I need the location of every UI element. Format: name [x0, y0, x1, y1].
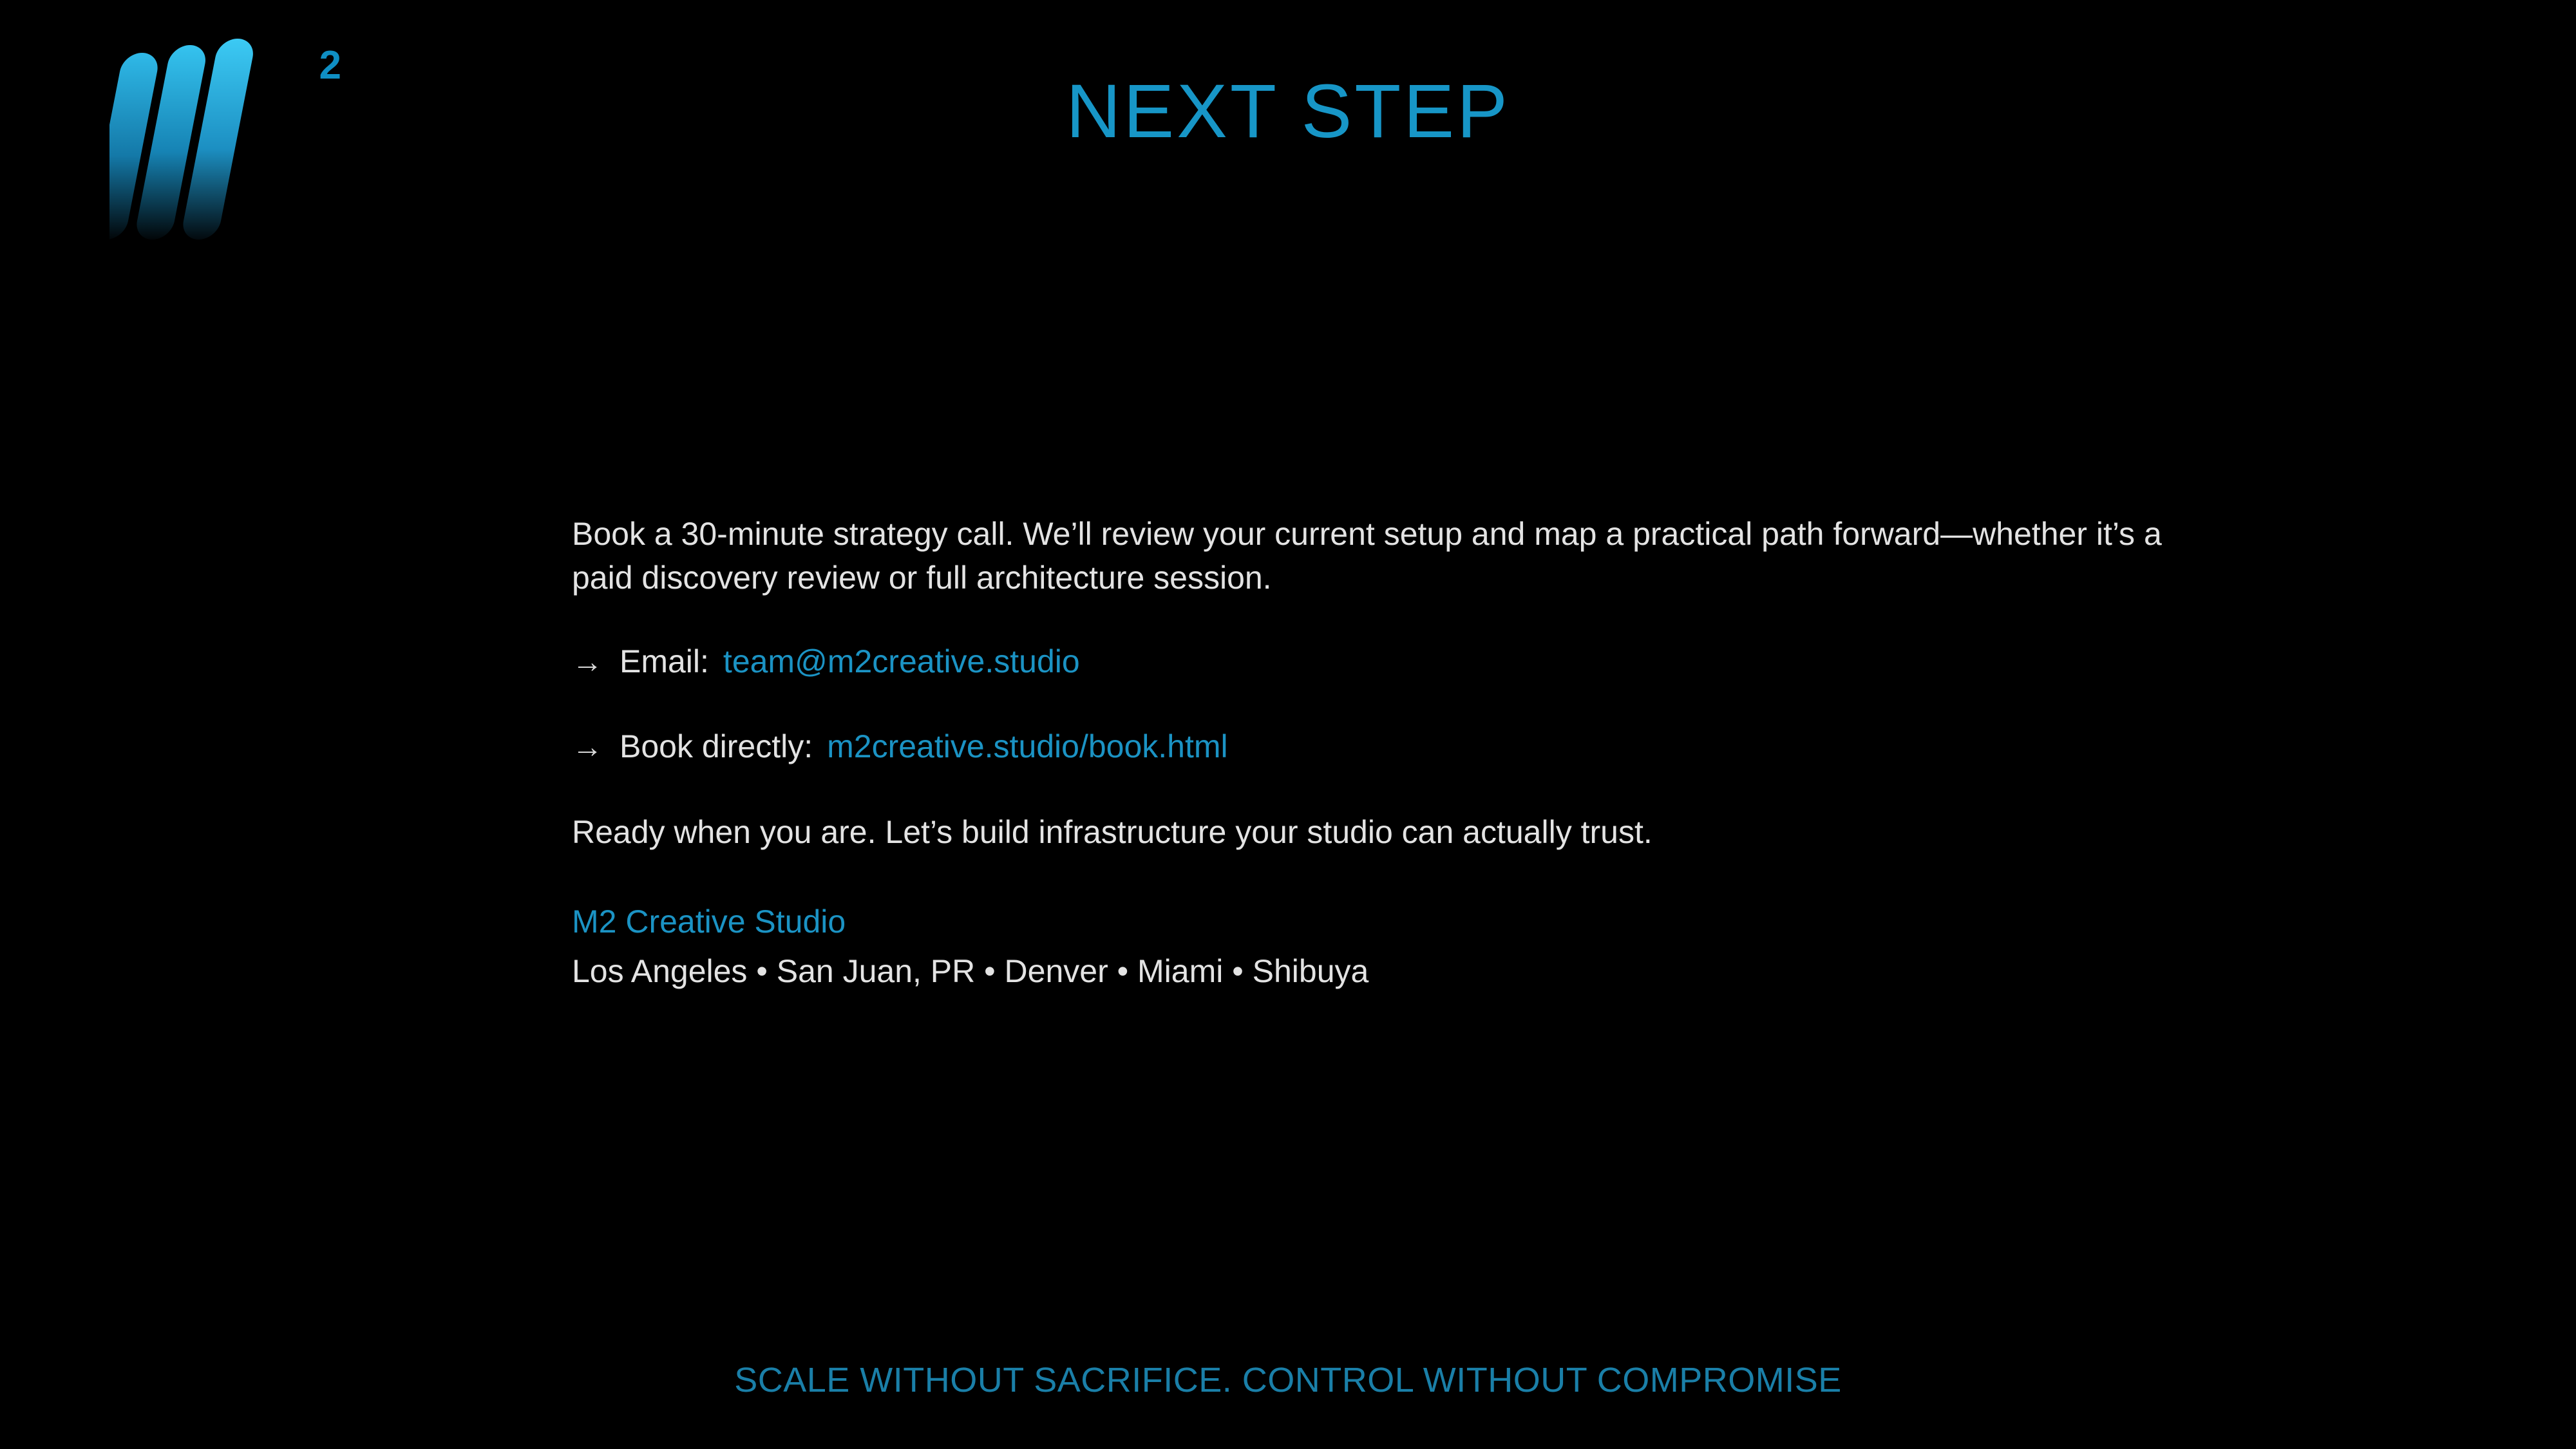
- signature-company: M2 Creative Studio: [572, 903, 846, 940]
- booking-link[interactable]: m2creative.studio/book.html: [827, 728, 1228, 765]
- list-item: [572, 724, 2246, 768]
- intro-paragraph: Book a 30-minute strategy call. We’ll review your current setup and map a practical path forward—whether it’s a paid discovery review or full architecture session.: [572, 516, 2162, 596]
- arrow-right-icon: →: [572, 645, 603, 679]
- email-label: Email:: [620, 643, 709, 679]
- list-item: [572, 639, 2246, 683]
- footer-tagline: SCALE WITHOUT SACRIFICE. CONTROL WITHOUT COMPROMISE: [734, 1361, 1842, 1399]
- page-title: NEXT STEP: [1066, 69, 1510, 154]
- logo-badge-text: 2: [319, 43, 341, 88]
- closing-paragraph: Ready when you are. Let’s build infrastructure your studio can actually trust.: [572, 813, 1653, 850]
- arrow-right-icon: →: [572, 730, 603, 765]
- email-link[interactable]: team@m2creative.studio: [723, 643, 1080, 679]
- signature-cities: Los Angeles • San Juan, PR • Denver • Miami • Shibuya: [572, 952, 1369, 989]
- booking-label: Book directly:: [620, 728, 813, 765]
- content-block: [572, 512, 2246, 993]
